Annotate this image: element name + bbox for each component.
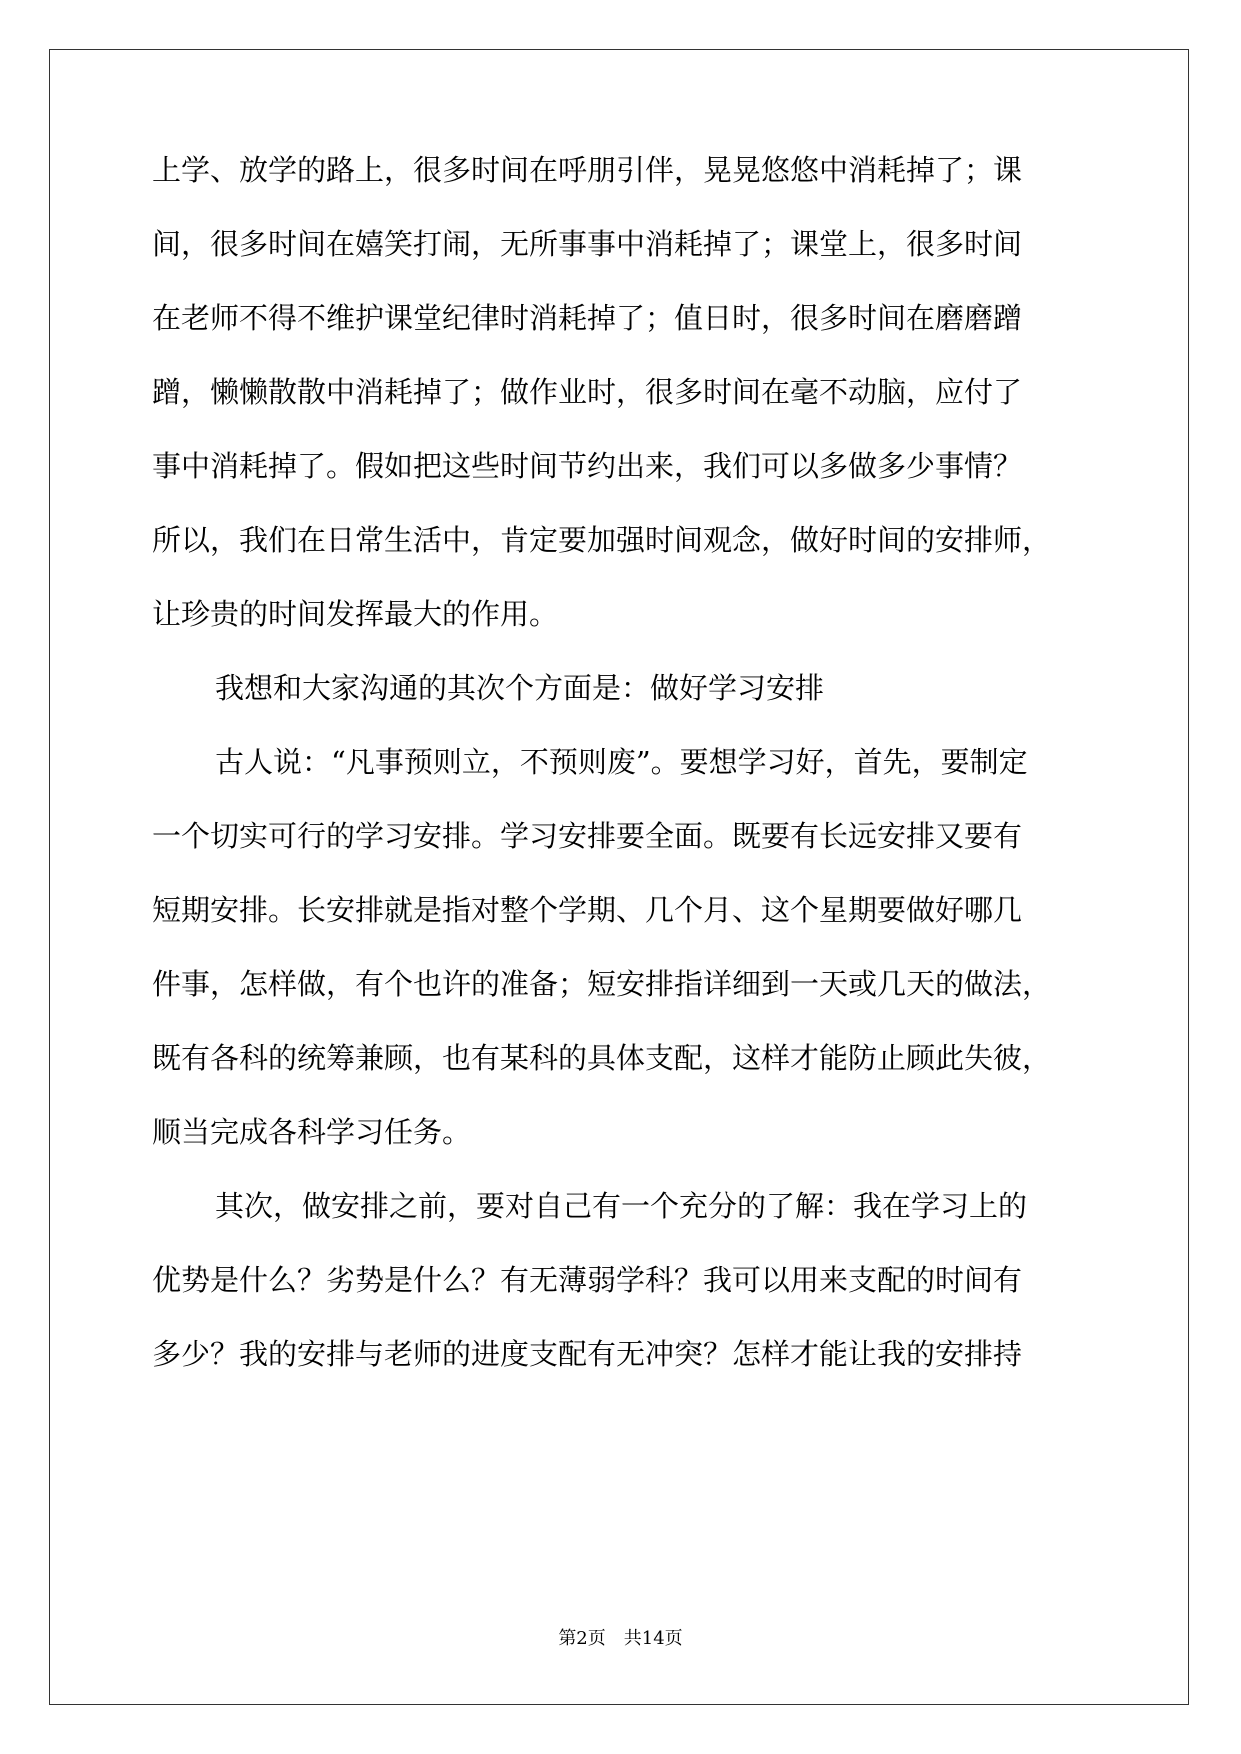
body-line: 优势是什么？劣势是什么？有无薄弱学科？我可以用来支配的时间有 (152, 1263, 1023, 1297)
page-number-footer: 第2页 共14页 (558, 1628, 683, 1649)
body-line: 件事，怎样做，有个也许的准备；短安排指详细到一天或几天的做法， (152, 967, 1052, 1001)
body-line: 一个切实可行的学习安排。学习安排要全面。既要有长远安排又要有 (152, 819, 1023, 853)
body-line: 多少？我的安排与老师的进度支配有无冲突？怎样才能让我的安排持 (152, 1337, 1023, 1371)
body-line: 短期安排。长安排就是指对整个学期、几个月、这个星期要做好哪几 (152, 893, 1023, 927)
body-line: 顺当完成各科学习任务。 (152, 1115, 472, 1149)
body-line: 古人说：“凡事预则立，不预则废”。要想学习好，首先，要制定 (215, 745, 1028, 779)
body-line: 上学、放学的路上，很多时间在呼朋引伴，晃晃悠悠中消耗掉了；课 (152, 153, 1023, 187)
body-line: 让珍贵的时间发挥最大的作用。 (152, 597, 559, 631)
body-line: 既有各科的统筹兼顾，也有某科的具体支配，这样才能防止顾此失彼， (152, 1041, 1052, 1075)
body-line: 所以，我们在日常生活中，肯定要加强时间观念，做好时间的安排师， (152, 523, 1052, 557)
body-line: 蹭，懒懒散散中消耗掉了；做作业时，很多时间在毫不动脑，应付了 (152, 375, 1023, 409)
body-line: 其次，做安排之前，要对自己有一个充分的了解：我在学习上的 (215, 1189, 1028, 1223)
body-line: 事中消耗掉了。假如把这些时间节约出来，我们可以多做多少事情？ (152, 449, 1023, 483)
body-line: 在老师不得不维护课堂纪律时消耗掉了；值日时，很多时间在磨磨蹭 (152, 301, 1023, 335)
section-heading: 我想和大家沟通的其次个方面是：做好学习安排 (215, 671, 825, 705)
body-line: 间，很多时间在嬉笑打闹，无所事事中消耗掉了；课堂上，很多时间 (152, 227, 1023, 261)
